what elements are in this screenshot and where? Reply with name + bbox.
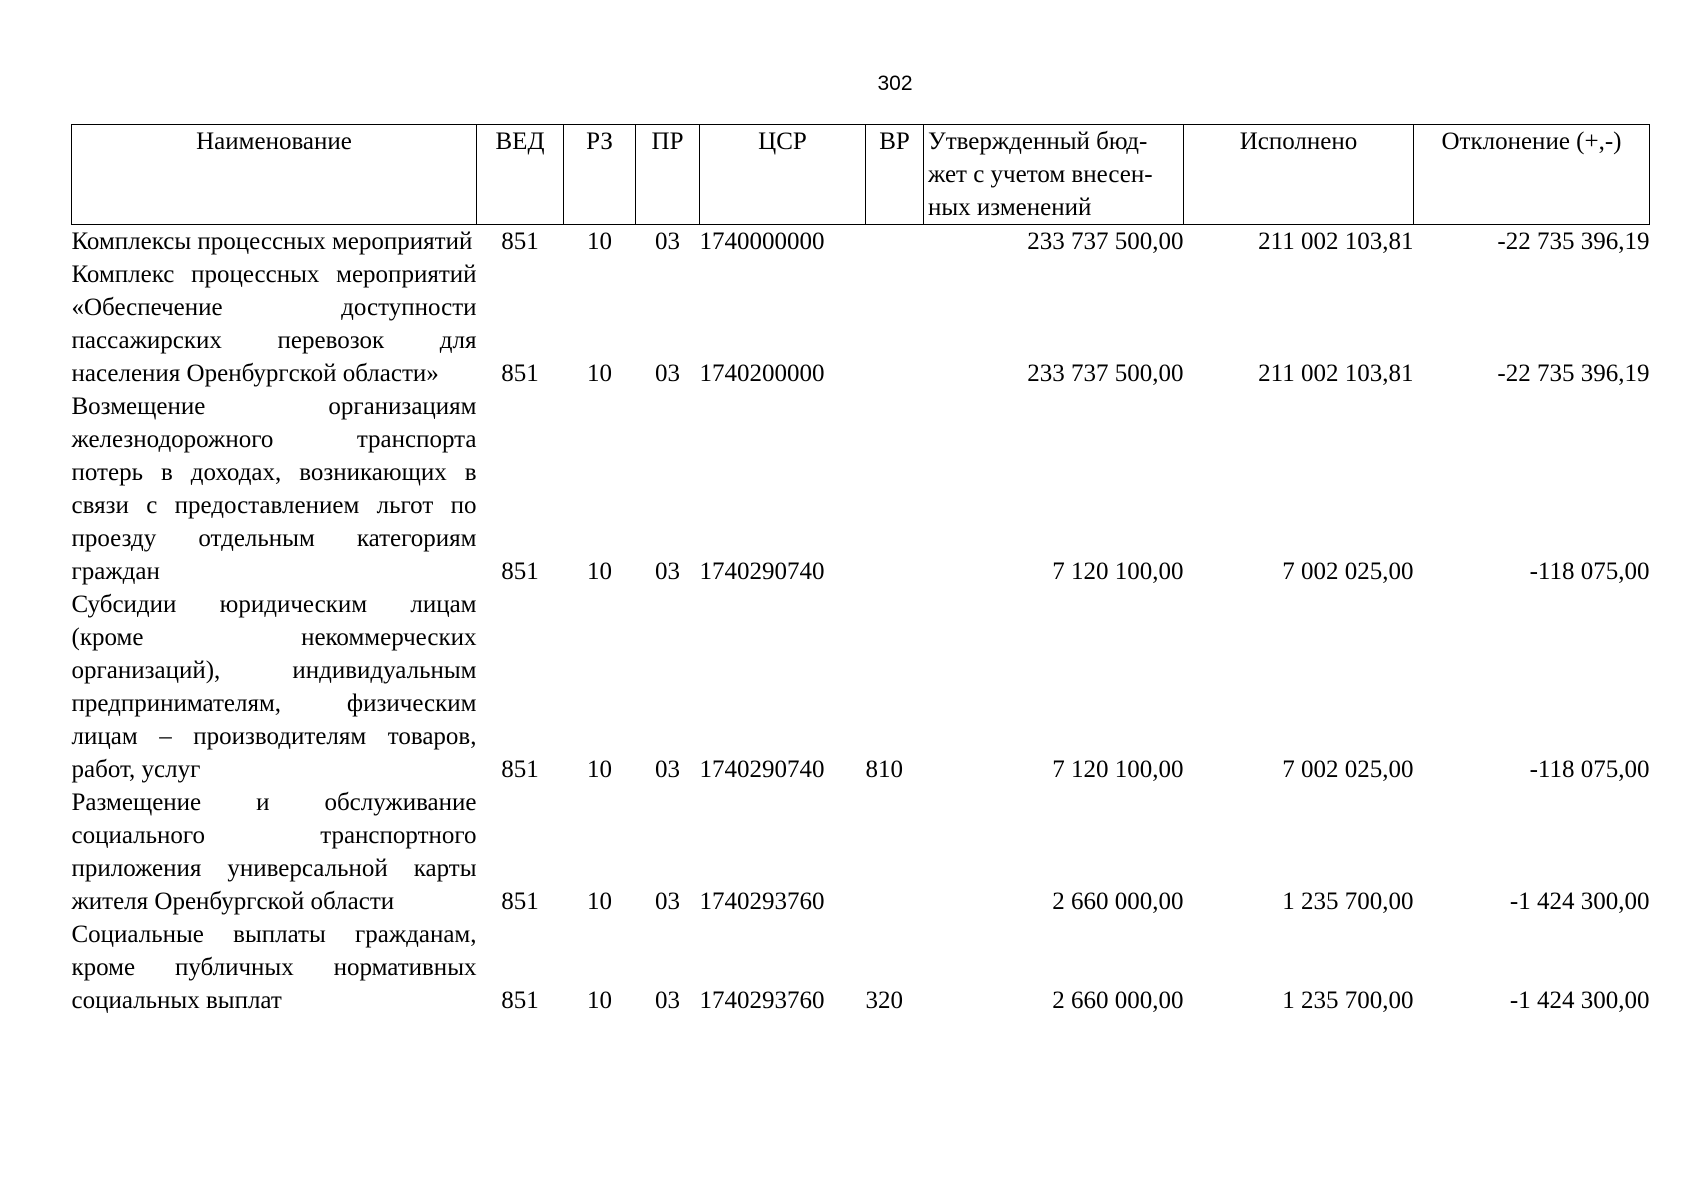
column-header-ved: ВЕД [477,125,564,225]
column-header-executed: Исполнено [1184,125,1414,225]
row-rz: 10 [587,558,612,585]
row-pr: 03 [655,558,680,585]
row-ved: 851 [501,360,539,387]
row-rz: 10 [587,360,612,387]
row-deviation: -22 735 396,19 [1497,228,1650,255]
row-ved: 851 [501,228,539,255]
column-header-budget-text: Утвержденный бюд-жет с учетом внесен-ных изменений [928,128,1153,221]
row-rz: 10 [587,987,612,1014]
table-row [72,225,1650,259]
table-header-row [72,125,1650,225]
row-pr: 03 [655,360,680,387]
row-ved: 851 [501,756,539,783]
row-rz: 10 [587,756,612,783]
row-pr: 03 [655,888,680,915]
row-vr [866,390,924,588]
row-csr: 1740290740 [699,756,825,783]
column-header-deviation: Отклонение (+,-) [1414,125,1650,225]
row-ved: 851 [501,888,539,915]
table-row [72,918,1650,1017]
row-vr [866,258,924,390]
row-rz: 10 [587,228,612,255]
row-executed: 7 002 025,00 [1282,558,1414,585]
row-executed: 211 002 103,81 [1258,360,1414,387]
row-csr: 1740290740 [699,558,825,585]
row-deviation: -118 075,00 [1529,756,1650,783]
row-budget: 233 737 500,00 [1027,360,1184,387]
table-row [72,588,1650,786]
row-ved: 851 [501,558,539,585]
row-pr: 03 [655,228,680,255]
column-header-csr: ЦСР [700,125,866,225]
row-rz: 10 [587,888,612,915]
row-name: Комплексы процессных мероприятий [71,228,473,255]
row-deviation: -1 424 300,00 [1509,987,1650,1014]
column-header-pr: ПР [636,125,700,225]
row-deviation: -22 735 396,19 [1497,360,1650,387]
row-executed: 1 235 700,00 [1282,888,1414,915]
row-name: Комплекс процессных мероприятий «Обеспечение доступности пассажирских перевозок для населения Оренбургской области» [71,261,477,387]
row-budget: 233 737 500,00 [1027,228,1184,255]
row-csr: 1740000000 [699,228,825,255]
row-budget: 2 660 000,00 [1052,888,1184,915]
page-number: 302 [877,72,913,95]
row-ved: 851 [501,987,539,1014]
row-name: Размещение и обслуживание социального транспортного приложения универсальной карты жителя Оренбургской области [71,789,477,915]
column-header-rz: РЗ [564,125,636,225]
row-budget: 2 660 000,00 [1052,987,1184,1014]
column-header-vr: ВР [866,125,924,225]
row-vr: 320 [865,987,903,1014]
table-row [72,786,1650,918]
budget-table [71,124,1650,1017]
row-pr: 03 [655,756,680,783]
row-vr [866,786,924,918]
row-name: Возмещение организациям железнодорожного транспорта потерь в доходах, возникающих в связи с предоставлением льгот по проезду отдельным категориям граждан [71,393,477,585]
row-csr: 1740293760 [699,888,825,915]
row-vr [866,225,924,259]
row-name: Социальные выплаты гражданам, кроме публичных нормативных социальных выплат [71,921,477,1014]
row-name: Субсидии юридическим лицам (кроме некоммерческих организаций), индивидуальным предпринимателям, физическим лицам – производителям товаров, работ, услуг [71,591,477,783]
row-csr: 1740200000 [699,360,825,387]
row-deviation: -118 075,00 [1529,558,1650,585]
row-executed: 1 235 700,00 [1282,987,1414,1014]
row-executed: 7 002 025,00 [1282,756,1414,783]
row-deviation: -1 424 300,00 [1509,888,1650,915]
column-header-budget [924,125,1184,225]
table-row [72,390,1650,588]
row-pr: 03 [655,987,680,1014]
table-row [72,258,1650,390]
row-budget: 7 120 100,00 [1052,558,1184,585]
row-budget: 7 120 100,00 [1052,756,1184,783]
column-header-name: Наименование [72,125,477,225]
row-csr: 1740293760 [699,987,825,1014]
row-executed: 211 002 103,81 [1258,228,1414,255]
row-vr: 810 [865,756,903,783]
